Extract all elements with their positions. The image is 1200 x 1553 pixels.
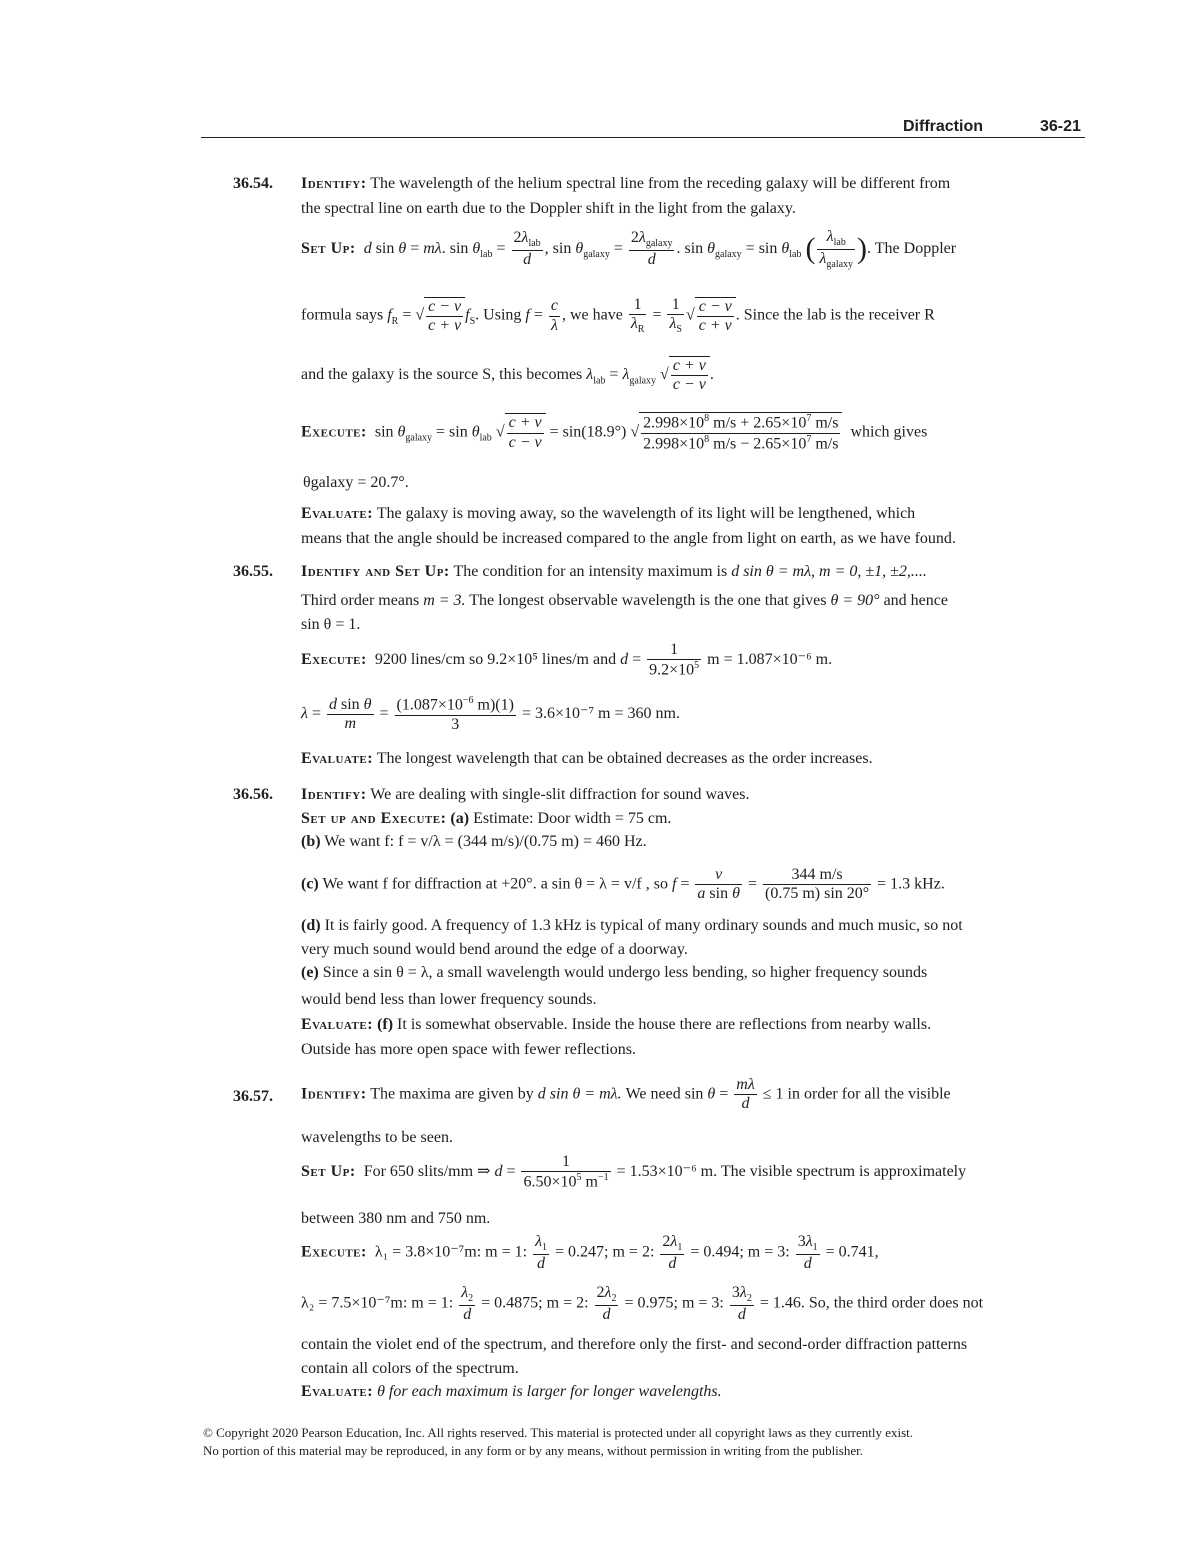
p54-formula-says: formula says	[301, 306, 384, 324]
p56-a-text: Estimate: Door width = 75 cm.	[473, 810, 672, 827]
header-rule	[201, 137, 1085, 138]
p55-evaluate-text: The longest wavelength that can be obtained decreases as the order increases.	[376, 750, 873, 767]
p55-d-result: m = 1.087×10⁻⁶ m.	[707, 651, 833, 669]
p57-ex-l1: λ₁ = 3.8×10⁻⁷m: m = 1:	[374, 1243, 528, 1261]
p57-le1: ≤ 1 in order for all the visible	[762, 1085, 951, 1103]
p56-f-text1: It is somewhat observable. Inside the house there are reflections from nearby walls.	[397, 1016, 932, 1033]
identify-label: Identify:	[301, 1085, 367, 1103]
p56-identify-text: We are dealing with single-slit diffraction for sound waves.	[370, 786, 750, 803]
p56-e-text2: would bend less than lower frequency sounds.	[301, 991, 597, 1008]
p57-identify-line1: Identify: The maxima are given by d sin θ = mλ. We need sin θ = $\frac{m\lambda}{d}$ ≤ 1 in order for all the visible	[301, 1076, 951, 1113]
p57-condition: d sin θ = mλ.	[537, 1085, 622, 1103]
p56-d-text2: very much sound would bend around the edge of a doorway.	[301, 941, 688, 958]
p57-ex-l1a: = 0.247; m = 2:	[555, 1243, 655, 1261]
p57-ex-l2b: = 0.975; m = 3:	[624, 1294, 724, 1312]
evaluate-label: Evaluate:	[301, 1383, 374, 1400]
execute-label: Execute:	[301, 1243, 367, 1261]
p56-d-label: (d)	[301, 917, 321, 934]
p57-identify-text2: wavelengths to be seen.	[301, 1129, 453, 1146]
p55-theta90: θ = 90°	[830, 592, 880, 609]
p54-result: θgalaxy = 20.7°.	[303, 474, 409, 491]
p54-evaluate-line1	[301, 505, 915, 523]
p57-execute-line2: λ₂ = 7.5×10⁻⁷m: m = 1: $\frac{\lambda_2}{d}$ = 0.4875; m = 2: $\frac{2\lambda_2}{d}$ = 0.975; m = 3: $\frac{3\lambda_2}{d}$ = 1.46. So, the third order does not	[301, 1284, 984, 1323]
p57-evaluate-line	[301, 1383, 722, 1401]
problem-number-36-54: 36.54.	[233, 175, 273, 192]
p55-identify-line2	[301, 592, 948, 610]
p54-setup-tail: The Doppler	[874, 239, 957, 257]
p54-and-galaxy: and the galaxy is the source S, this becomes	[301, 366, 583, 384]
p55-lambda-result: = 3.6×10⁻⁷ m = 360 nm.	[521, 705, 680, 723]
p55-lambda-line: λ = $\frac{\text{d sin θ}}{m}$ = $\frac{(1.087\times 10^{-6} m)(1)}{3}$ = 3.6×10⁻⁷ m = 360 nm.	[301, 695, 680, 733]
p54-doppler-line: formula says $f_R$ = √ $\frac{c - v}{c + v}$ $f_S$. Using f = $\frac{c}{\lambda}$ , we have $\frac{1}{\lambda_R}$ = $\frac{1}{\lambda_S}$ √ $\frac{c - v}{c + v}$ . Since the lab is the receiver R	[301, 296, 935, 336]
p56-c-label: (c)	[301, 875, 319, 893]
p55-and-hence: and hence	[883, 592, 948, 609]
p56-part-a	[301, 810, 671, 828]
p56-evaluate-line1	[301, 1016, 931, 1034]
p55-identify-line1	[301, 563, 927, 581]
p55-identify-text1: The condition for an intensity maximum is	[453, 563, 728, 580]
problem-number-36-57: 36.57.	[233, 1088, 273, 1105]
p56-part-e-line1	[301, 964, 927, 982]
setup-label: Set Up:	[301, 239, 356, 257]
p56-f-text2: Outside has more open space with fewer reflections.	[301, 1041, 636, 1058]
p57-ex-l2a: = 0.4875; m = 2:	[481, 1294, 589, 1312]
p54-since: Since the lab is the receiver R	[743, 306, 935, 324]
setup-execute-label: Set up and Execute:	[301, 810, 447, 827]
p54-setup-line: Set Up: d sin θ = mλ. $\sin \theta_{lab}$ = $\frac{2\lambda_{lab}}{d}$ , $\sin \theta_{galaxy}$ = $\frac{2\lambda_{galaxy}}{d}$ . $\sin \theta_{galaxy} = \sin \theta_{lab}$ ( $\frac{\lambda_{lab}}{\lambda_{galaxy}}$ ). The Doppler	[301, 228, 957, 270]
evaluate-label: Evaluate:	[301, 505, 374, 522]
p57-setup-text1: For 650 slits/mm ⇒	[363, 1163, 491, 1181]
p56-c-text: We want f for diffraction at +20°. a sin θ = λ = v/f , so	[322, 875, 668, 893]
p56-c-result: = 1.3 kHz.	[877, 875, 945, 893]
p57-ex-4: contain all colors of the spectrum.	[301, 1360, 519, 1377]
identify-label: Identify:	[301, 786, 367, 803]
p56-part-b	[301, 833, 647, 851]
page-number: 36-21	[1040, 118, 1081, 135]
p57-ex-l2: λ₂ = 7.5×10⁻⁷m: m = 1:	[301, 1294, 454, 1312]
p55-evaluate-line	[301, 750, 873, 768]
p57-ex-l2c: = 1.46. So, the third order does not	[759, 1294, 984, 1312]
p56-a-label: (a)	[450, 810, 470, 827]
p56-part-c: (c) We want f for diffraction at +20°. a sin θ = λ = v/f , so f = $\frac{v}{\text{a sin θ}}$ = $\frac{344 m/s}{(0.75 m) \sin 20^\circ}$ = 1.3 kHz.	[301, 866, 945, 903]
p55-condition: d sin θ = mλ, m = 0, ±1, ±2,....	[731, 563, 927, 580]
p54-which-gives: which gives	[850, 423, 928, 441]
p54-evaluate-text2: means that the angle should be increased compared to the angle from light on earth, as we have found.	[301, 530, 956, 547]
p57-ex-l1c: = 0.741,	[825, 1243, 879, 1261]
p54-becomes-line: and the galaxy is the source S, this becomes $\lambda_{lab} = \lambda_{galaxy}$ √ $\frac{c + v}{c - v}$ .	[301, 357, 714, 394]
p57-ex-l1b: = 0.494; m = 3:	[690, 1243, 790, 1261]
p57-we-need: We need	[625, 1085, 681, 1103]
execute-label: Execute:	[301, 423, 367, 441]
identify-label: Identify:	[301, 175, 367, 192]
p54-execute-line: Execute: $\sin \theta_{galaxy} = \sin \theta_{lab}$ √ $\frac{c + v}{c - v}$ = sin(18.9°) √ $\frac{2.998\times 10^8 m/s + 2.65\times 10^7 m/s}{2.998\times 10^8 m/s - 2.65\times 10^7 m/s}$ which gives	[301, 413, 928, 453]
p56-identify-line	[301, 786, 749, 804]
p56-d-text1: It is fairly good. A frequency of 1.3 kHz is typical of many ordinary sounds and much music, so not	[324, 917, 963, 934]
p55-third-order: Third order means	[301, 592, 420, 609]
p56-e-label: (e)	[301, 964, 319, 981]
p57-identify-text1: The maxima are given by	[370, 1085, 534, 1103]
identify-setup-label: Identify and Set Up:	[301, 563, 450, 580]
problem-number-36-55: 36.55.	[233, 563, 273, 580]
p57-evaluate-text: θ for each maximum is larger for longer wavelengths.	[377, 1383, 722, 1400]
p56-f-label: (f)	[377, 1016, 394, 1033]
copyright-line1: © Copyright 2020 Pearson Education, Inc. All rights reserved. This material is protected under all copyright laws as they currently exist.	[203, 1425, 914, 1440]
p54-we-have: we have	[569, 306, 623, 324]
p55-sin1: sin θ = 1.	[301, 616, 361, 633]
p56-part-d-line1	[301, 917, 963, 935]
setup-label: Set Up:	[301, 1163, 356, 1181]
p56-e-text1: Since a sin θ = λ, a small wavelength would undergo less bending, so higher frequency sounds	[322, 964, 928, 981]
p54-identify-line1	[301, 175, 950, 193]
p54-evaluate-text1: The galaxy is moving away, so the wavelength of its light will be lengthened, which	[376, 505, 916, 522]
p55-execute-line: Execute: 9200 lines/cm so 9.2×10⁵ lines/m and d = $\frac{1}{9.2\times 10^5}$ m = 1.087×10⁻⁶ m.	[301, 641, 833, 679]
execute-label: Execute:	[301, 651, 367, 669]
p55-m3: m = 3.	[423, 592, 466, 609]
evaluate-label: Evaluate:	[301, 1016, 374, 1033]
p56-b-text: We want f: f = v/λ = (344 m/s)/(0.75 m) = 460 Hz.	[324, 833, 647, 850]
running-head-section: Diffraction	[903, 118, 983, 135]
evaluate-label: Evaluate:	[301, 750, 374, 767]
problem-number-36-56: 36.56.	[233, 786, 273, 803]
p54-identify-text2: the spectral line on earth due to the Doppler shift in the light from the galaxy.	[301, 200, 796, 217]
p57-ex-3: contain the violet end of the spectrum, and therefore only the first- and second-order diffraction patterns	[301, 1336, 968, 1353]
p54-identify-text1: The wavelength of the helium spectral line from the receding galaxy will be different from	[370, 175, 951, 192]
copyright-line2: No portion of this material may be reproduced, in any form or by any means, without permission in writing from the publisher.	[203, 1443, 863, 1458]
p55-longest: The longest observable wavelength is the one that gives	[469, 592, 827, 609]
p57-setup-text2: between 380 nm and 750 nm.	[301, 1210, 491, 1227]
p57-setup-result: = 1.53×10⁻⁶ m. The visible spectrum is approximately	[616, 1163, 967, 1181]
p57-execute-line1: Execute: λ₁ = 3.8×10⁻⁷m: m = 1: $\frac{\lambda_1}{d}$ = 0.247; m = 2: $\frac{2\lambda_1}{d}$ = 0.494; m = 3: $\frac{3\lambda_1}{d}$ = 0.741,	[301, 1233, 879, 1272]
p57-setup-line: Set Up: For 650 slits/mm ⇒ d = $\frac{1}{6.50\times 10^5 m^{-1}}$ = 1.53×10⁻⁶ m. The visible spectrum is approximately	[301, 1153, 967, 1191]
p54-using: Using	[483, 306, 522, 324]
p56-b-label: (b)	[301, 833, 321, 850]
p55-lines-per-m: 9200 lines/cm so 9.2×10⁵ lines/m and	[374, 651, 617, 669]
